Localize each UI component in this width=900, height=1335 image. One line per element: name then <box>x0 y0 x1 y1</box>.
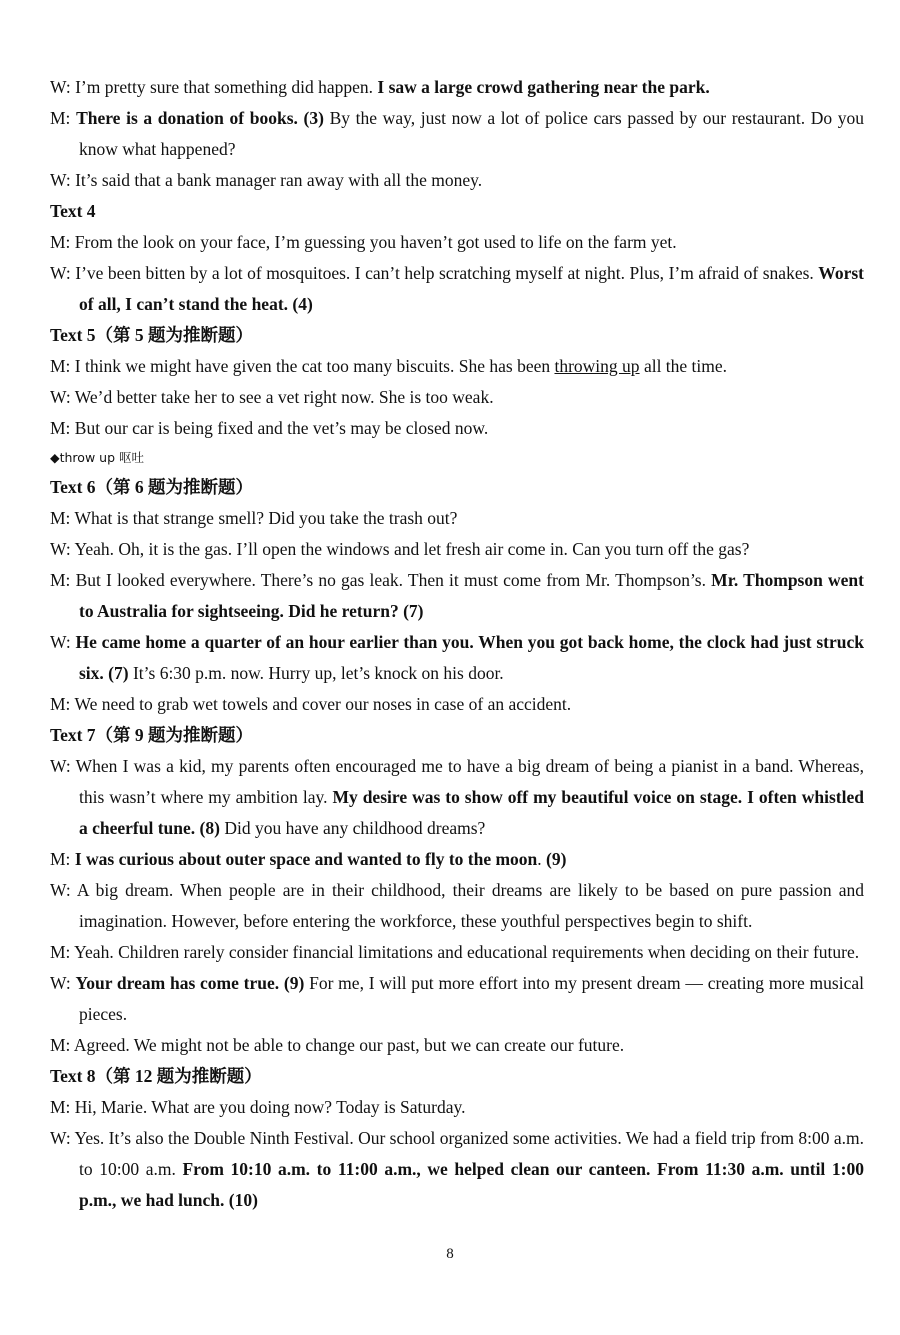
text-run: M: What is that strange smell? Did you take the trash out? <box>50 508 458 528</box>
dialogue-line <box>50 165 864 196</box>
text-run: W: A big dream. When people are in their childhood, their dreams are likely to be based on pure passion and imagination. However, before entering the workforce, these youthful perspectives begin to shift. <box>50 880 864 931</box>
vocabulary-note <box>50 444 864 472</box>
dialogue-line <box>50 503 864 534</box>
bold-run: My desire was to show off my beautiful voice on stage. I often whistled a cheerful tune. (8) <box>79 787 864 838</box>
dialogue-line <box>50 565 864 627</box>
bold-run: Mr. Thompson went to Australia for sightseeing. Did he return? (7) <box>79 570 864 621</box>
dialogue-line <box>50 382 864 413</box>
dialogue-line <box>50 751 864 844</box>
text-run: M: Hi, Marie. What are you doing now? Today is Saturday. <box>50 1097 466 1117</box>
dialogue-line <box>50 1030 864 1061</box>
dialogue-line <box>50 351 864 382</box>
bold-run: (9) <box>546 849 567 869</box>
bold-run: I saw a large crowd gathering near the park. <box>377 77 710 97</box>
text-run: W: When I was a kid, my parents often encouraged me to have a big dream of being a pianist in a band. Whereas, this wasn’t where my ambition lay. <box>50 756 864 807</box>
dialogue-line <box>50 968 864 1030</box>
text-run: W: It’s said that a bank manager ran away with all the money. <box>50 170 483 190</box>
bold-run: Text 8（第 12 题为推断题） <box>50 1066 262 1086</box>
text-run: M: But I looked everywhere. There’s no gas leak. Then it must come from Mr. Thompson’s. <box>50 570 712 590</box>
bold-run: Worst of all, I can’t stand the heat. (4) <box>79 263 864 314</box>
text-run: W: I’m pretty sure that something did happen. <box>50 77 378 97</box>
text-run: For me, I will put more effort into my present dream — creating more musical pieces. <box>79 973 864 1024</box>
text-run: It’s 6:30 p.m. now. Hurry up, let’s knock on his door. <box>128 663 504 683</box>
dialogue-line <box>50 937 864 968</box>
text-run: all the time. <box>639 356 728 376</box>
text-run: W: Yeah. Oh, it is the gas. I’ll open the windows and let fresh air come in. Can you turn off the gas? <box>50 539 750 559</box>
bold-run: Text 4 <box>50 201 96 221</box>
text-run: M: <box>50 108 77 128</box>
text-run: M: I think we might have given the cat too many biscuits. She has been <box>50 356 555 376</box>
section-heading <box>50 472 864 503</box>
bold-run: Your dream has come true. (9) <box>75 973 305 993</box>
text-run: W: We’d better take her to see a vet right now. She is too weak. <box>50 387 494 407</box>
text-run: W: I’ve been bitten by a lot of mosquitoes. I can’t help scratching myself at night. Plus, I’m afraid of snakes. <box>50 263 819 283</box>
text-run: M: Agreed. We might not be able to change our past, but we can create our future. <box>50 1035 625 1055</box>
dialogue-line <box>50 413 864 444</box>
dialogue-line <box>50 258 864 320</box>
dialogue-line <box>50 72 864 103</box>
bold-run: He came home a quarter of an hour earlier than you. When you got back home, the clock had just struck six. (7) <box>75 632 864 683</box>
bold-run: Text 5（第 5 题为推断题） <box>50 325 254 345</box>
text-run: W: Yes. It’s also the Double Ninth Festival. Our school organized some activities. We had a field trip from 8:00 a.m. to 10:00 a.m. <box>50 1128 864 1179</box>
underlined-run: throwing up <box>554 356 640 376</box>
dialogue-line <box>50 689 864 720</box>
text-run: By the way, just now a lot of police cars passed by our restaurant. Do you know what happened? <box>79 108 864 159</box>
transcript-content <box>50 72 864 1216</box>
dialogue-line <box>50 1123 864 1216</box>
page-number: 8 <box>446 1246 454 1262</box>
text-run: M: <box>50 849 75 869</box>
text-run: W: <box>50 632 76 652</box>
bold-run: I was curious about outer space and wanted to fly to the moon <box>74 849 538 869</box>
dialogue-line <box>50 227 864 258</box>
text-run: Did you have any childhood dreams? <box>219 818 486 838</box>
dialogue-line <box>50 103 864 165</box>
text-run: M: Yeah. Children rarely consider financial limitations and educational requirements when deciding on their future. <box>50 942 860 962</box>
dialogue-line <box>50 627 864 689</box>
text-run: M: We need to grab wet towels and cover our noses in case of an accident. <box>50 694 572 714</box>
dialogue-line <box>50 875 864 937</box>
bold-run: From 10:10 a.m. to 11:00 a.m., we helped clean our canteen. From 11:30 a.m. until 1:00 p.m., we had lunch. (10) <box>79 1159 864 1210</box>
text-run: M: From the look on your face, I’m guessing you haven’t got used to life on the farm yet. <box>50 232 677 252</box>
dialogue-line <box>50 844 864 875</box>
section-heading <box>50 720 864 751</box>
dialogue-line <box>50 534 864 565</box>
text-run: M: But our car is being fixed and the vet’s may be closed now. <box>50 418 489 438</box>
bold-run: Text 7（第 9 题为推断题） <box>50 725 254 745</box>
text-run: W: <box>50 973 76 993</box>
dialogue-line <box>50 1092 864 1123</box>
section-heading <box>50 1061 864 1092</box>
section-heading <box>50 320 864 351</box>
text-run: ◆throw up 呕吐 <box>50 450 144 465</box>
bold-run: There is a donation of books. (3) <box>76 108 324 128</box>
bold-run: Text 6（第 6 题为推断题） <box>50 477 254 497</box>
text-run: . <box>537 849 547 869</box>
section-heading <box>50 196 864 227</box>
